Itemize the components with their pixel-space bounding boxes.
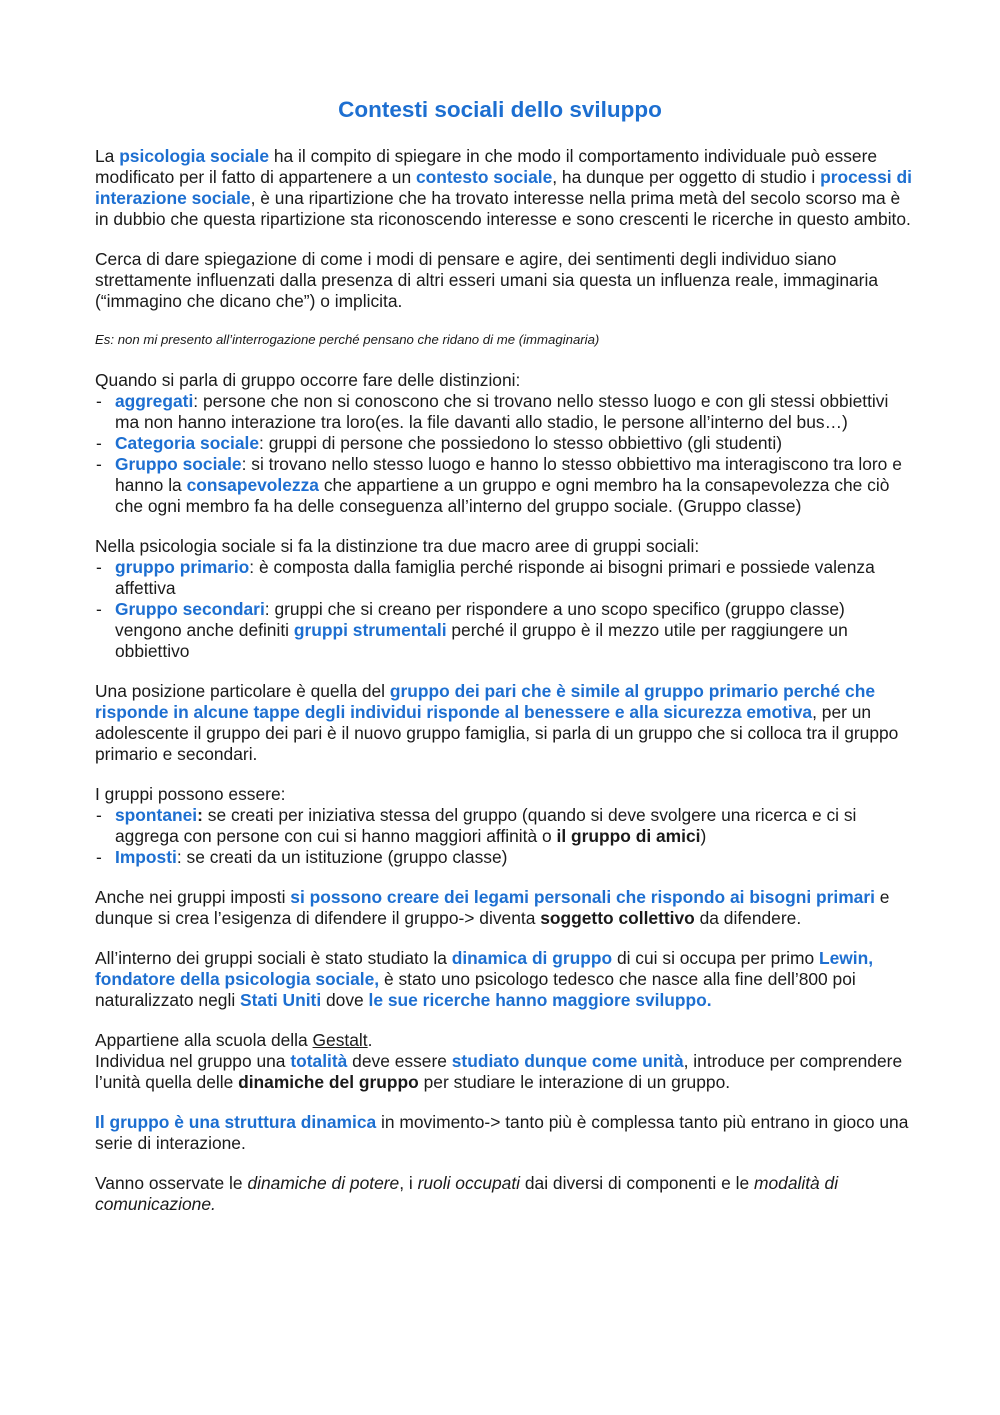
text: : gruppi di persone che possiedono lo stesso obbiettivo (gli studenti) [259,433,783,453]
bold-gruppo-amici: il gruppo di amici [556,826,701,846]
keyword-gruppo-pari: gruppo dei pari che è simile al gruppo primario perché che risponde in alcune tappe degli individui risponde al benessere e alla sicurezza emotiva [95,681,875,722]
underlined-gestalt: Gestalt [312,1030,368,1050]
italic-dinamiche-potere: dinamiche di potere [247,1173,400,1193]
keyword-totalita: totalità [290,1051,348,1071]
text: ) [700,826,707,846]
keyword-aggregati: aggregati [115,391,194,411]
list-item [95,805,915,847]
page-title: Contesti sociali dello sviluppo [338,97,662,122]
text: : persone che non si conoscono che si trovano nello stesso luogo e con gli stessi obbiettivi ma non hanno interazione tra loro(es. la file davanti allo stadio, le persone all’interno del bus…) [115,391,889,432]
text: se creati per iniziativa stessa del gruppo (quando si deve svolgere una ricerca e ci si aggrega con persone con cui si hanno maggiori affinità o [115,805,857,846]
example-note: Es: non mi presento all’interrogazione perché pensano che ridano di me (immaginaria) [95,332,600,347]
types-list [95,805,915,868]
text: dai diversi di componenti e le [520,1173,754,1193]
macro-list [95,557,915,662]
bold-dinamiche-gruppo: dinamiche del gruppo [238,1072,419,1092]
list-item [95,599,915,662]
keyword-contesto-sociale: contesto sociale [415,167,553,187]
types-intro: I gruppi possono essere: [95,784,286,804]
text: Una posizione particolare è quella del [95,681,390,701]
italic-modalita-comunicazione: modalità di comunicazione. [95,1173,839,1214]
text: : è composta dalla famiglia perché risponde ai bisogni primari e possiede valenza affettiva [115,557,875,598]
text: per studiare le interazione di un gruppo. [418,1072,731,1092]
text: dove [321,990,369,1010]
keyword-ricerche-sviluppo: le sue ricerche hanno maggiore sviluppo. [368,990,712,1010]
macro-intro: Nella psicologia sociale si fa la distinzione tra due macro aree di gruppi sociali: [95,536,700,556]
italic-ruoli-occupati: ruoli occupati [417,1173,521,1193]
text: Anche nei gruppi imposti [95,887,291,907]
text: Individua nel gruppo una [95,1051,291,1071]
list-item [95,847,915,868]
paragraph-struttura [95,1112,915,1154]
text: : gruppi che si creano per rispondere a uno scopo specifico (gruppo classe) vengono anche definiti [115,599,845,640]
keyword-studiato-unita: studiato dunque come unità [451,1051,684,1071]
paragraph-spiegazione: Cerca di dare spiegazione di come i modi di pensare e agire, dei sentimenti degli individuo siano strettamente influenzati dalla presenza di altri esseri umani sia questa un influenza reale, immaginaria (“immagino che dicano che”) o implicita. [95,249,878,311]
text: che appartiene a un gruppo e ogni membro ha la consapevolezza che ciò che ogni membro fa ha delle conseguenza all’interno del gruppo sociale. (Gruppo classe) [115,475,890,516]
text: Vanno osservate le [95,1173,248,1193]
text: All’interno dei gruppi sociali è stato studiato la [95,948,452,968]
bold-soggetto-collettivo: soggetto collettivo [540,908,695,928]
paragraph-gruppo-pari [95,681,915,765]
list-item [95,557,915,599]
text: , i [399,1173,418,1193]
keyword-gruppi-strumentali: gruppi strumentali [293,620,447,640]
keyword-gruppo-sociale: Gruppo sociale [115,454,242,474]
groups-list [95,391,915,517]
text: , ha dunque per oggetto di studio i [552,167,821,187]
keyword-consapevolezza: consapevolezza [186,475,319,495]
document-body [95,146,915,1234]
text: La [95,146,120,166]
text: deve essere [347,1051,452,1071]
keyword-spontanei: spontanei [115,805,198,825]
text: , introduce per comprendere l’unità quella delle [95,1051,903,1092]
paragraph-imposti [95,887,915,929]
text: di cui si occupa per primo [612,948,819,968]
text: Appartiene alla scuola della [95,1030,313,1050]
text: ha il compito di spiegare in che modo il comportamento individuale può essere modificato per il fatto di appartenere a un [95,146,878,187]
text: : se creati da un istituzione (gruppo classe) [176,847,508,867]
keyword-stati-uniti: Stati Uniti [240,990,322,1010]
paragraph-intro [95,146,915,230]
paragraph-lewin [95,948,915,1011]
colon: : [197,805,203,825]
text: . [367,1030,373,1050]
keyword-dinamica-gruppo: dinamica di gruppo [451,948,613,968]
text: , è una ripartizione che ha trovato interesse nella prima metà del secolo scorso ma è in dubbio che questa ripartizione sta riconoscendo interesse e sono crescenti le ricerche in questo ambito. [95,188,911,229]
text: : si trovano nello stesso luogo e hanno lo stesso obbiettivo ma interagiscono tra loro e hanno la [115,454,902,495]
text: perché il gruppo è il mezzo utile per raggiungere un obbiettivo [115,620,848,661]
text: da difendere. [694,908,802,928]
keyword-lewin: Lewin, fondatore della psicologia sociale, [95,948,874,989]
text: , per un adolescente il gruppo dei pari è il nuovo gruppo famiglia, si parla di un gruppo che si colloca tra il gruppo primario e secondari. [95,702,899,764]
keyword-gruppo-primario: gruppo primario [115,557,250,577]
keyword-gruppo-secondari: Gruppo secondari [115,599,265,619]
keyword-legami-personali: si possono creare dei legami personali che rispondo ai bisogni primari [290,887,875,907]
text: è stato uno psicologo tedesco che nasce alla fine dell’800 poi naturalizzato negli [95,969,856,1010]
text: e dunque si crea l’esigenza di difendere il gruppo-> diventa [95,887,890,928]
keyword-imposti: Imposti [115,847,177,867]
list-item [95,433,915,454]
keyword-psicologia-sociale: psicologia sociale [119,146,269,166]
paragraph-final [95,1173,915,1215]
keyword-struttura-dinamica: Il gruppo è una struttura dinamica [95,1112,377,1132]
paragraph-gestalt [95,1030,915,1093]
keyword-categoria-sociale: Categoria sociale [115,433,260,453]
list-item [95,391,915,433]
groups-intro: Quando si parla di gruppo occorre fare delle distinzioni: [95,370,521,390]
text: in movimento-> tanto più è complessa tanto più entrano in gioco una serie di interazione. [95,1112,909,1153]
list-item [95,454,915,517]
keyword-processi-interazione: processi di interazione sociale [95,167,912,208]
